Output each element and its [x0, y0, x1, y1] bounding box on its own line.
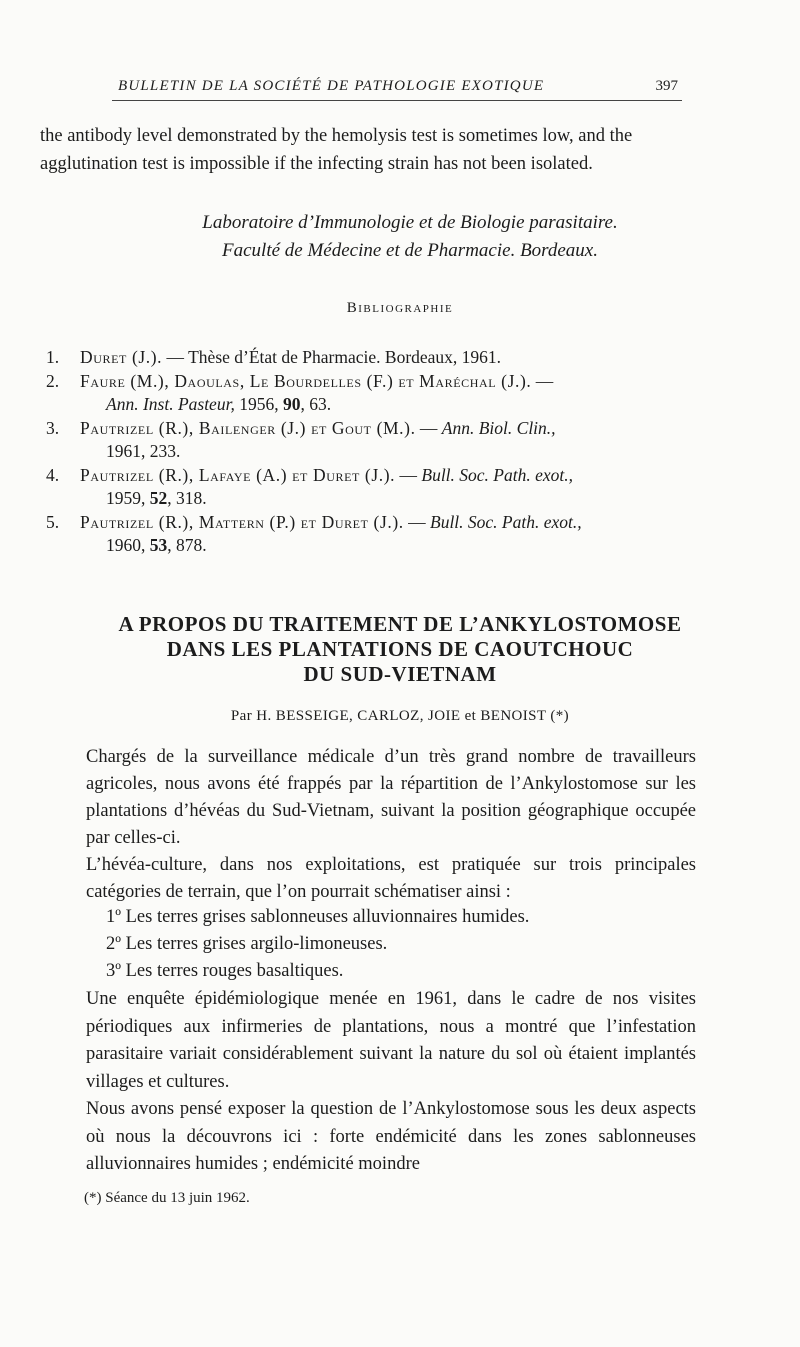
- reference-detail: —: [415, 417, 442, 438]
- reference-pages: , 63.: [300, 394, 332, 414]
- reference-journal: Bull. Soc. Path. exot.,: [430, 511, 582, 532]
- article-authors: Par H. BESSEIGE, CARLOZ, JOIE et BENOIST (*): [230, 708, 570, 724]
- list-item: 3º Les terres rouges basaltiques.: [106, 961, 344, 981]
- reference-item: [46, 370, 686, 417]
- reference-authors: Duret (J.).: [80, 347, 163, 367]
- reference-authors: Pautrizel (R.), Bailenger (J.) et Gout (M.).: [80, 417, 416, 438]
- reference-authors: Pautrizel (R.), Lafaye (A.) et Duret (J.).: [80, 464, 396, 485]
- reference-journal: Ann. Inst. Pasteur,: [106, 394, 235, 414]
- reference-year: 1956,: [234, 394, 283, 414]
- article-title-line1: A PROPOS DU TRAITEMENT DE L’ANKYLOSTOMOSE: [118, 612, 682, 636]
- reference-number: 2.: [46, 370, 60, 391]
- reference-item: [46, 417, 686, 464]
- footnote: (*) Séance du 13 juin 1962.: [84, 1190, 250, 1206]
- reference-item: [46, 511, 686, 558]
- reference-detail: — Thèse d’État de Pharmacie. Bordeaux, 1961.: [162, 347, 502, 367]
- reference-number: 5.: [46, 511, 60, 532]
- reference-number: 3.: [46, 417, 60, 438]
- article-title: [0, 612, 800, 687]
- journal-title: BULLETIN DE LA SOCIÉTÉ DE PATHOLOGIE EXOTIQUE: [118, 78, 545, 94]
- reference-number: 4.: [46, 464, 60, 485]
- reference-detail: —: [531, 370, 554, 391]
- reference-continuation: [80, 487, 686, 511]
- terrain-list: [106, 904, 686, 985]
- reference-detail: —: [395, 464, 422, 485]
- article-body-part1: [86, 744, 696, 906]
- reference-item: [46, 346, 686, 370]
- reference-pages: , 878.: [167, 535, 207, 555]
- bibliography-list: [46, 346, 686, 558]
- article-body-part2: [86, 986, 696, 1179]
- paragraph: L’hévéa-culture, dans nos exploitations, est pratiquée sur trois principales catégories de terrain, que l’on pourrait schématiser ainsi :: [86, 855, 696, 902]
- lab-affiliation-line2: Faculté de Médecine et de Pharmacie. Bordeaux.: [222, 240, 598, 261]
- reference-volume: 52: [149, 488, 168, 508]
- reference-volume: 90: [282, 394, 301, 414]
- reference-number: 1.: [46, 347, 60, 367]
- paragraph: Une enquête épidémiologique menée en 1961, dans le cadre de nos visites périodiques aux infirmeries de plantations, nous a montré que l’infestation parasitaire variait considérablement suivant la nature du sol où étaient implantés villages et cultures.: [86, 989, 696, 1092]
- reference-journal: Bull. Soc. Path. exot.,: [421, 464, 574, 485]
- reference-detail: —: [403, 511, 430, 532]
- reference-year: 1960,: [106, 535, 150, 555]
- reference-journal: Ann. Biol. Clin.,: [441, 417, 556, 438]
- paragraph: Nous avons pensé exposer la question de l’Ankylostomose sous les deux aspects où nous la découvrons ici : forte endémicité dans les zones sablonneuses alluvionnaires humides ; endémicité moindre: [86, 1099, 696, 1174]
- reference-continuation: [80, 393, 686, 417]
- reference-authors: Faure (M.), Daoulas, Le Bourdelles (F.) et Maréchal (J.).: [80, 370, 532, 391]
- article-title-line3: DU SUD-VIETNAM: [303, 662, 497, 686]
- bibliography-heading: Bibliographie: [346, 300, 454, 316]
- reference-continuation: [80, 534, 686, 558]
- lab-affiliation-line1: Laboratoire d’Immunologie et de Biologie parasitaire.: [202, 212, 618, 233]
- reference-authors: Pautrizel (R.), Mattern (P.) et Duret (J.).: [80, 511, 404, 532]
- reference-item: [46, 464, 686, 511]
- intro-paragraph: the antibody level demonstrated by the hemolysis test is sometimes low, and the agglutination test is impossible if the infecting strain has not been isolated.: [40, 126, 633, 174]
- reference-year: 1959,: [106, 488, 150, 508]
- running-header: [112, 76, 682, 101]
- list-item: 2º Les terres grises argilo-limoneuses.: [106, 934, 388, 954]
- page-number: 397: [655, 78, 678, 94]
- reference-volume: 53: [149, 535, 168, 555]
- paragraph: Chargés de la surveillance médicale d’un très grand nombre de travailleurs agricoles, nous avons été frappés par la répartition de l’Ankylostomose sur les plantations d’hévéas du Sud-Vietnam, suivant la position géographique occupée par celles-ci.: [86, 747, 696, 848]
- list-item: 1º Les terres grises sablonneuses alluvionnaires humides.: [106, 907, 530, 927]
- reference-pages: , 318.: [167, 488, 207, 508]
- reference-continuation: 1961, 233.: [106, 441, 181, 461]
- article-title-line2: DANS LES PLANTATIONS DE CAOUTCHOUC: [166, 637, 634, 661]
